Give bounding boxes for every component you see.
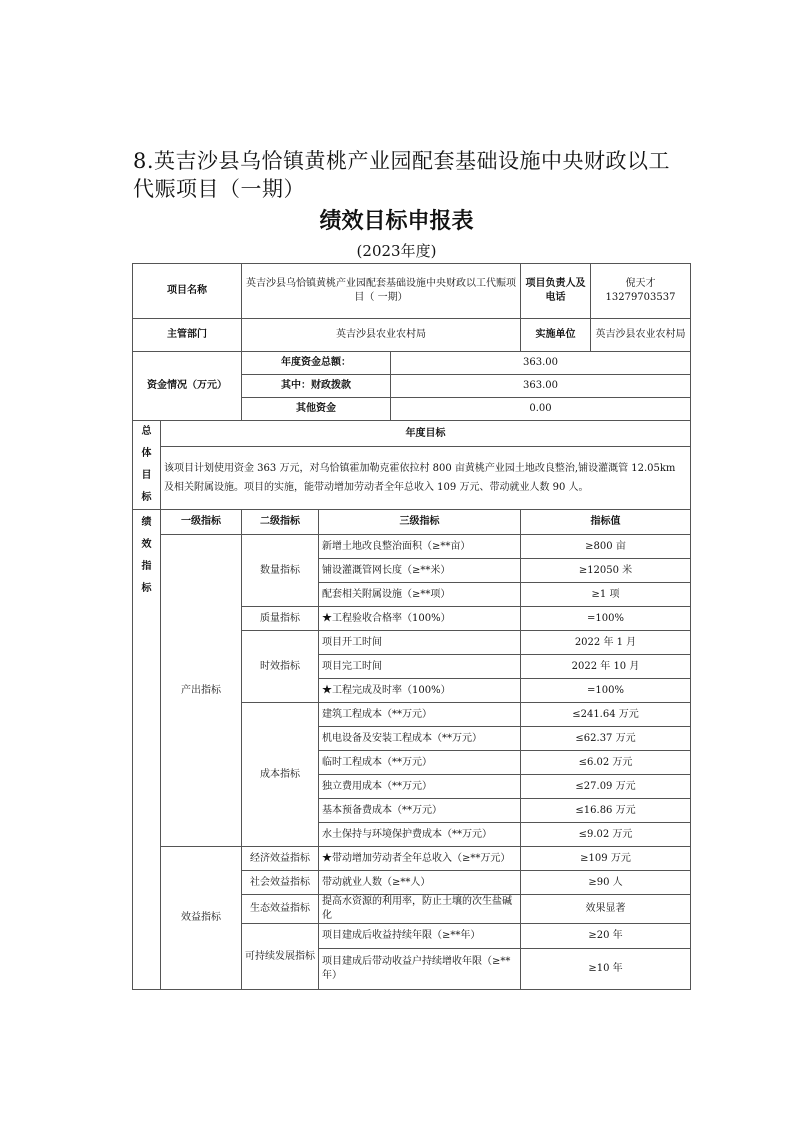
- indicator-name: 水土保持与环境保护费成本（**万元）: [319, 823, 521, 847]
- project-name-value: 英吉沙县乌恰镇黄桃产业园配套基础设施中央财政以工代赈项目（ 一期）: [242, 264, 521, 319]
- indicator-value: ≥20 年: [521, 924, 691, 949]
- level2-cost: 成本指标: [242, 703, 319, 847]
- indicator-value: =100%: [521, 679, 691, 703]
- impl-label: 实施单位: [521, 319, 591, 352]
- document-heading: 8.英吉沙县乌恰镇黄桃产业园配套基础设施中央财政以工代赈项目（一期）: [133, 149, 671, 201]
- indicator-value: ≥12050 米: [521, 559, 691, 583]
- indicator-name: 新增土地改良整治面积（≥**亩）: [319, 535, 521, 559]
- indicator-name: 项目建成后带动收益户持续增收年限（≥**年）: [319, 949, 521, 990]
- indicator-value: ≤62.37 万元: [521, 727, 691, 751]
- level2-timeliness: 时效指标: [242, 631, 319, 703]
- indicator-name: 独立费用成本（**万元）: [319, 775, 521, 799]
- indicator-value: ≥109 万元: [521, 847, 691, 871]
- header-level1: 一级指标: [161, 510, 242, 535]
- dept-value: 英吉沙县农业农村局: [242, 319, 521, 352]
- header-value: 指标值: [521, 510, 691, 535]
- header-level2: 二级指标: [242, 510, 319, 535]
- level2-sustainable: 可持续发展指标: [242, 924, 319, 990]
- funds-other-value: 0.00: [391, 398, 691, 421]
- indicator-value: ≤9.02 万元: [521, 823, 691, 847]
- indicator-value: ≤241.64 万元: [521, 703, 691, 727]
- funds-label: 资金情况（万元）: [133, 352, 242, 421]
- indicator-name: 配套相关附属设施（≥**项）: [319, 583, 521, 607]
- funds-other-label: 其他资金: [242, 398, 391, 421]
- header-level3: 三级指标: [319, 510, 521, 535]
- indicator-value: ≥10 年: [521, 949, 691, 990]
- indicator-value: ≥1 项: [521, 583, 691, 607]
- level2-economic: 经济效益指标: [242, 847, 319, 871]
- funds-total-value: 363.00: [391, 352, 691, 375]
- indicator-name: 机电设备及安装工程成本（**万元）: [319, 727, 521, 751]
- indicator-side-label: 绩效指标: [133, 510, 161, 990]
- level2-social: 社会效益指标: [242, 871, 319, 895]
- indicator-value: ≤16.86 万元: [521, 799, 691, 823]
- performance-target-table: [132, 263, 691, 990]
- overall-goal-side-label: 总体目标: [133, 421, 161, 510]
- leader-label: 项目负责人及电话: [521, 264, 591, 319]
- annual-goal-text: 该项目计划使用资金 363 万元，对乌恰镇霍加勒克霍依拉村 800 亩黄桃产业园土地改良整治,铺设灌溉管 12.05km 及相关附属设施。项目的实施，能带动增加劳动者全年总收入 109 万元、带动就业人数 90 人。: [161, 447, 691, 510]
- level2-ecological: 生态效益指标: [242, 895, 319, 924]
- form-year: (2023年度): [356, 242, 437, 260]
- level2-quality: 质量指标: [242, 607, 319, 631]
- leader-value: 倪天才 13279703537: [591, 264, 691, 319]
- indicator-value: 2022 年 10 月: [521, 655, 691, 679]
- indicator-name: 临时工程成本（**万元）: [319, 751, 521, 775]
- indicator-value: =100%: [521, 607, 691, 631]
- level1-benefit: 效益指标: [161, 847, 242, 990]
- indicator-name: 基本预备费成本（**万元）: [319, 799, 521, 823]
- indicator-value: 2022 年 1 月: [521, 631, 691, 655]
- project-name-label: 项目名称: [133, 264, 242, 319]
- funds-fiscal-label: 其中：财政拨款: [242, 375, 391, 398]
- indicator-name: ★带动增加劳动者全年总收入（≥**万元）: [319, 847, 521, 871]
- indicator-name: 建筑工程成本（**万元）: [319, 703, 521, 727]
- indicator-name: 项目开工时间: [319, 631, 521, 655]
- indicator-name: 项目建成后收益持续年限（≥**年）: [319, 924, 521, 949]
- funds-total-label: 年度资金总额：: [242, 352, 391, 375]
- indicator-value: ≤6.02 万元: [521, 751, 691, 775]
- indicator-name: 项目完工时间: [319, 655, 521, 679]
- indicator-name: 带动就业人数（≥**人）: [319, 871, 521, 895]
- indicator-name: ★工程完成及时率（100%）: [319, 679, 521, 703]
- indicator-name: 提高水资源的利用率，防止土壤的次生盐碱化: [319, 895, 521, 924]
- annual-goal-header: 年度目标: [161, 421, 691, 447]
- funds-fiscal-value: 363.00: [391, 375, 691, 398]
- impl-value: 英吉沙县农业农村局: [591, 319, 691, 352]
- indicator-value: ≥90 人: [521, 871, 691, 895]
- indicator-value: ≤27.09 万元: [521, 775, 691, 799]
- indicator-name: ★工程验收合格率（100%）: [319, 607, 521, 631]
- dept-label: 主管部门: [133, 319, 242, 352]
- level2-quantity: 数量指标: [242, 535, 319, 607]
- level1-output: 产出指标: [161, 535, 242, 847]
- indicator-value: 效果显著: [521, 895, 691, 924]
- indicator-value: ≥800 亩: [521, 535, 691, 559]
- indicator-name: 铺设灌溉管网长度（≥**米）: [319, 559, 521, 583]
- form-title: 绩效目标申报表: [319, 209, 474, 234]
